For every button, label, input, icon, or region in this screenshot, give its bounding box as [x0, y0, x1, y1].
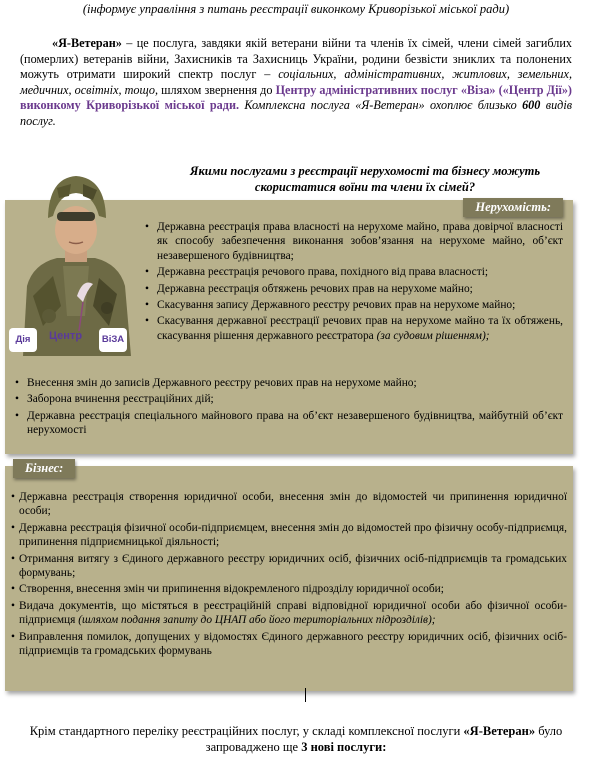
- intro-services: соціальних, адміністративних, житлових, земельних, медичних, освітніх, тощо,: [20, 67, 572, 97]
- list-item: • Державна реєстрація обтяжень речових прав на нерухоме майно;: [143, 282, 563, 296]
- page-header: (інформує управління з питань реєстрації виконкому Криворізької міської ради): [82, 2, 510, 16]
- outro-text-1: Крім стандартного переліку реєстраційних послуг, у складі комплексної послуги: [29, 724, 464, 738]
- list-item-note: (за судовим рішенням);: [376, 329, 490, 342]
- real-estate-panel: [5, 200, 573, 454]
- intro-text-2: шляхом звернення до: [158, 82, 276, 97]
- list-item-text: Скасування державної реєстрації речових прав на нерухоме майно та їх обтяжень, скасування рішення державного реєстратора: [157, 315, 563, 342]
- list-item: • Створення, внесення змін чи припинення відокремленого підрозділу юридичної особи;: [11, 582, 567, 596]
- centr-logo-label: Центр: [49, 330, 83, 342]
- intro-text-4: видів послуг.: [20, 98, 572, 128]
- list-item: • Внесення змін до записів Державного реєстру речових прав на нерухоме майно;: [13, 376, 563, 390]
- viza-logo: ВіЗА: [99, 328, 127, 352]
- intro-text-1: – це послуга, завдяки якій ветерани війни та членів їх сімей, члени сімей загиблих (померлих) ветеранів війни, Захисників та Захисниць України, родини безвісти зниклих та полонених можуть отримати широкий спектр послуг –: [20, 36, 572, 82]
- real-estate-list-top: [143, 220, 563, 345]
- business-list: [11, 490, 567, 660]
- outro-paragraph: [20, 723, 572, 755]
- business-panel: [5, 461, 573, 691]
- list-item-text: Видача документів, що містяться в реєстраційній справі відповідної юридичної особи або фізичної особи-підприємця: [19, 599, 567, 627]
- list-item: • Державна реєстрація права власності на нерухоме майно, права довірчої власності як способу забезпечення виконання зобов’язання на нерухоме майно, об’єкт незавершеного будівництва;: [143, 220, 563, 263]
- real-estate-tab: Нерухомість:: [463, 198, 563, 217]
- list-item: • Отримання витягу з Єдиного державного реєстру юридичних осіб, фізичних осіб-підприємців та громадських формувань;: [11, 552, 567, 581]
- business-tab: Бізнес:: [13, 459, 75, 478]
- list-item: • Державна реєстрація фізичної особи-підприємцем, внесення змін до відомостей про фізичну особу-підприємця, припинення підприємницької діяльності;: [11, 521, 567, 550]
- outro-new-count: 3 нові послуги:: [301, 740, 387, 754]
- list-item: • Державна реєстрація речового права, похідного від права власності;: [143, 265, 563, 279]
- intro-center-name: Центру адміністративних послуг «Віза» («Центр Дії») виконкому Криворізької міської ради.: [20, 82, 572, 113]
- intro-text-3: Комплексна послуга «Я-Ветеран» охоплює близько: [239, 98, 523, 113]
- list-item-note: (шляхом подання запиту до ЦНАП або його територіальних підрозділів);: [78, 614, 436, 627]
- list-item: [11, 599, 567, 628]
- outro-text-2: було запроваджено ще: [205, 724, 563, 754]
- outro-brand: «Я-Ветеран»: [463, 724, 536, 738]
- list-item: • Виправлення помилок, допущених у відомостях Єдиного державного реєстру юридичних осіб, фізичних осіб-підприємців та громадських формувань: [11, 630, 567, 659]
- real-estate-list-bottom: [13, 376, 563, 440]
- list-item: • Державна реєстрація створення юридичної особи, внесення змін до відомостей чи припинення юридичної особи;: [11, 490, 567, 519]
- list-item: [143, 314, 563, 343]
- intro-brand: «Я-Ветеран»: [52, 36, 122, 50]
- intro-count: 600: [522, 98, 541, 113]
- list-item: • Заборона вчинення реєстраційних дій;: [13, 392, 563, 406]
- dia-logo: Дія: [9, 328, 37, 352]
- intro-paragraph: [20, 36, 572, 130]
- logos-bar: [5, 324, 135, 354]
- list-item: • Державна реєстрація спеціального майнового права на об’єкт незавершеного будівництва, майбутній об’єкт нерухомості: [13, 409, 563, 438]
- text-cursor: [305, 688, 306, 702]
- list-item: • Скасування запису Державного реєстру речових прав на нерухоме майно;: [143, 298, 563, 312]
- section-question: Якими послугами з реєстрації нерухомості та бізнесу можуть скористатися воїни та члени їх сімей?: [189, 164, 541, 194]
